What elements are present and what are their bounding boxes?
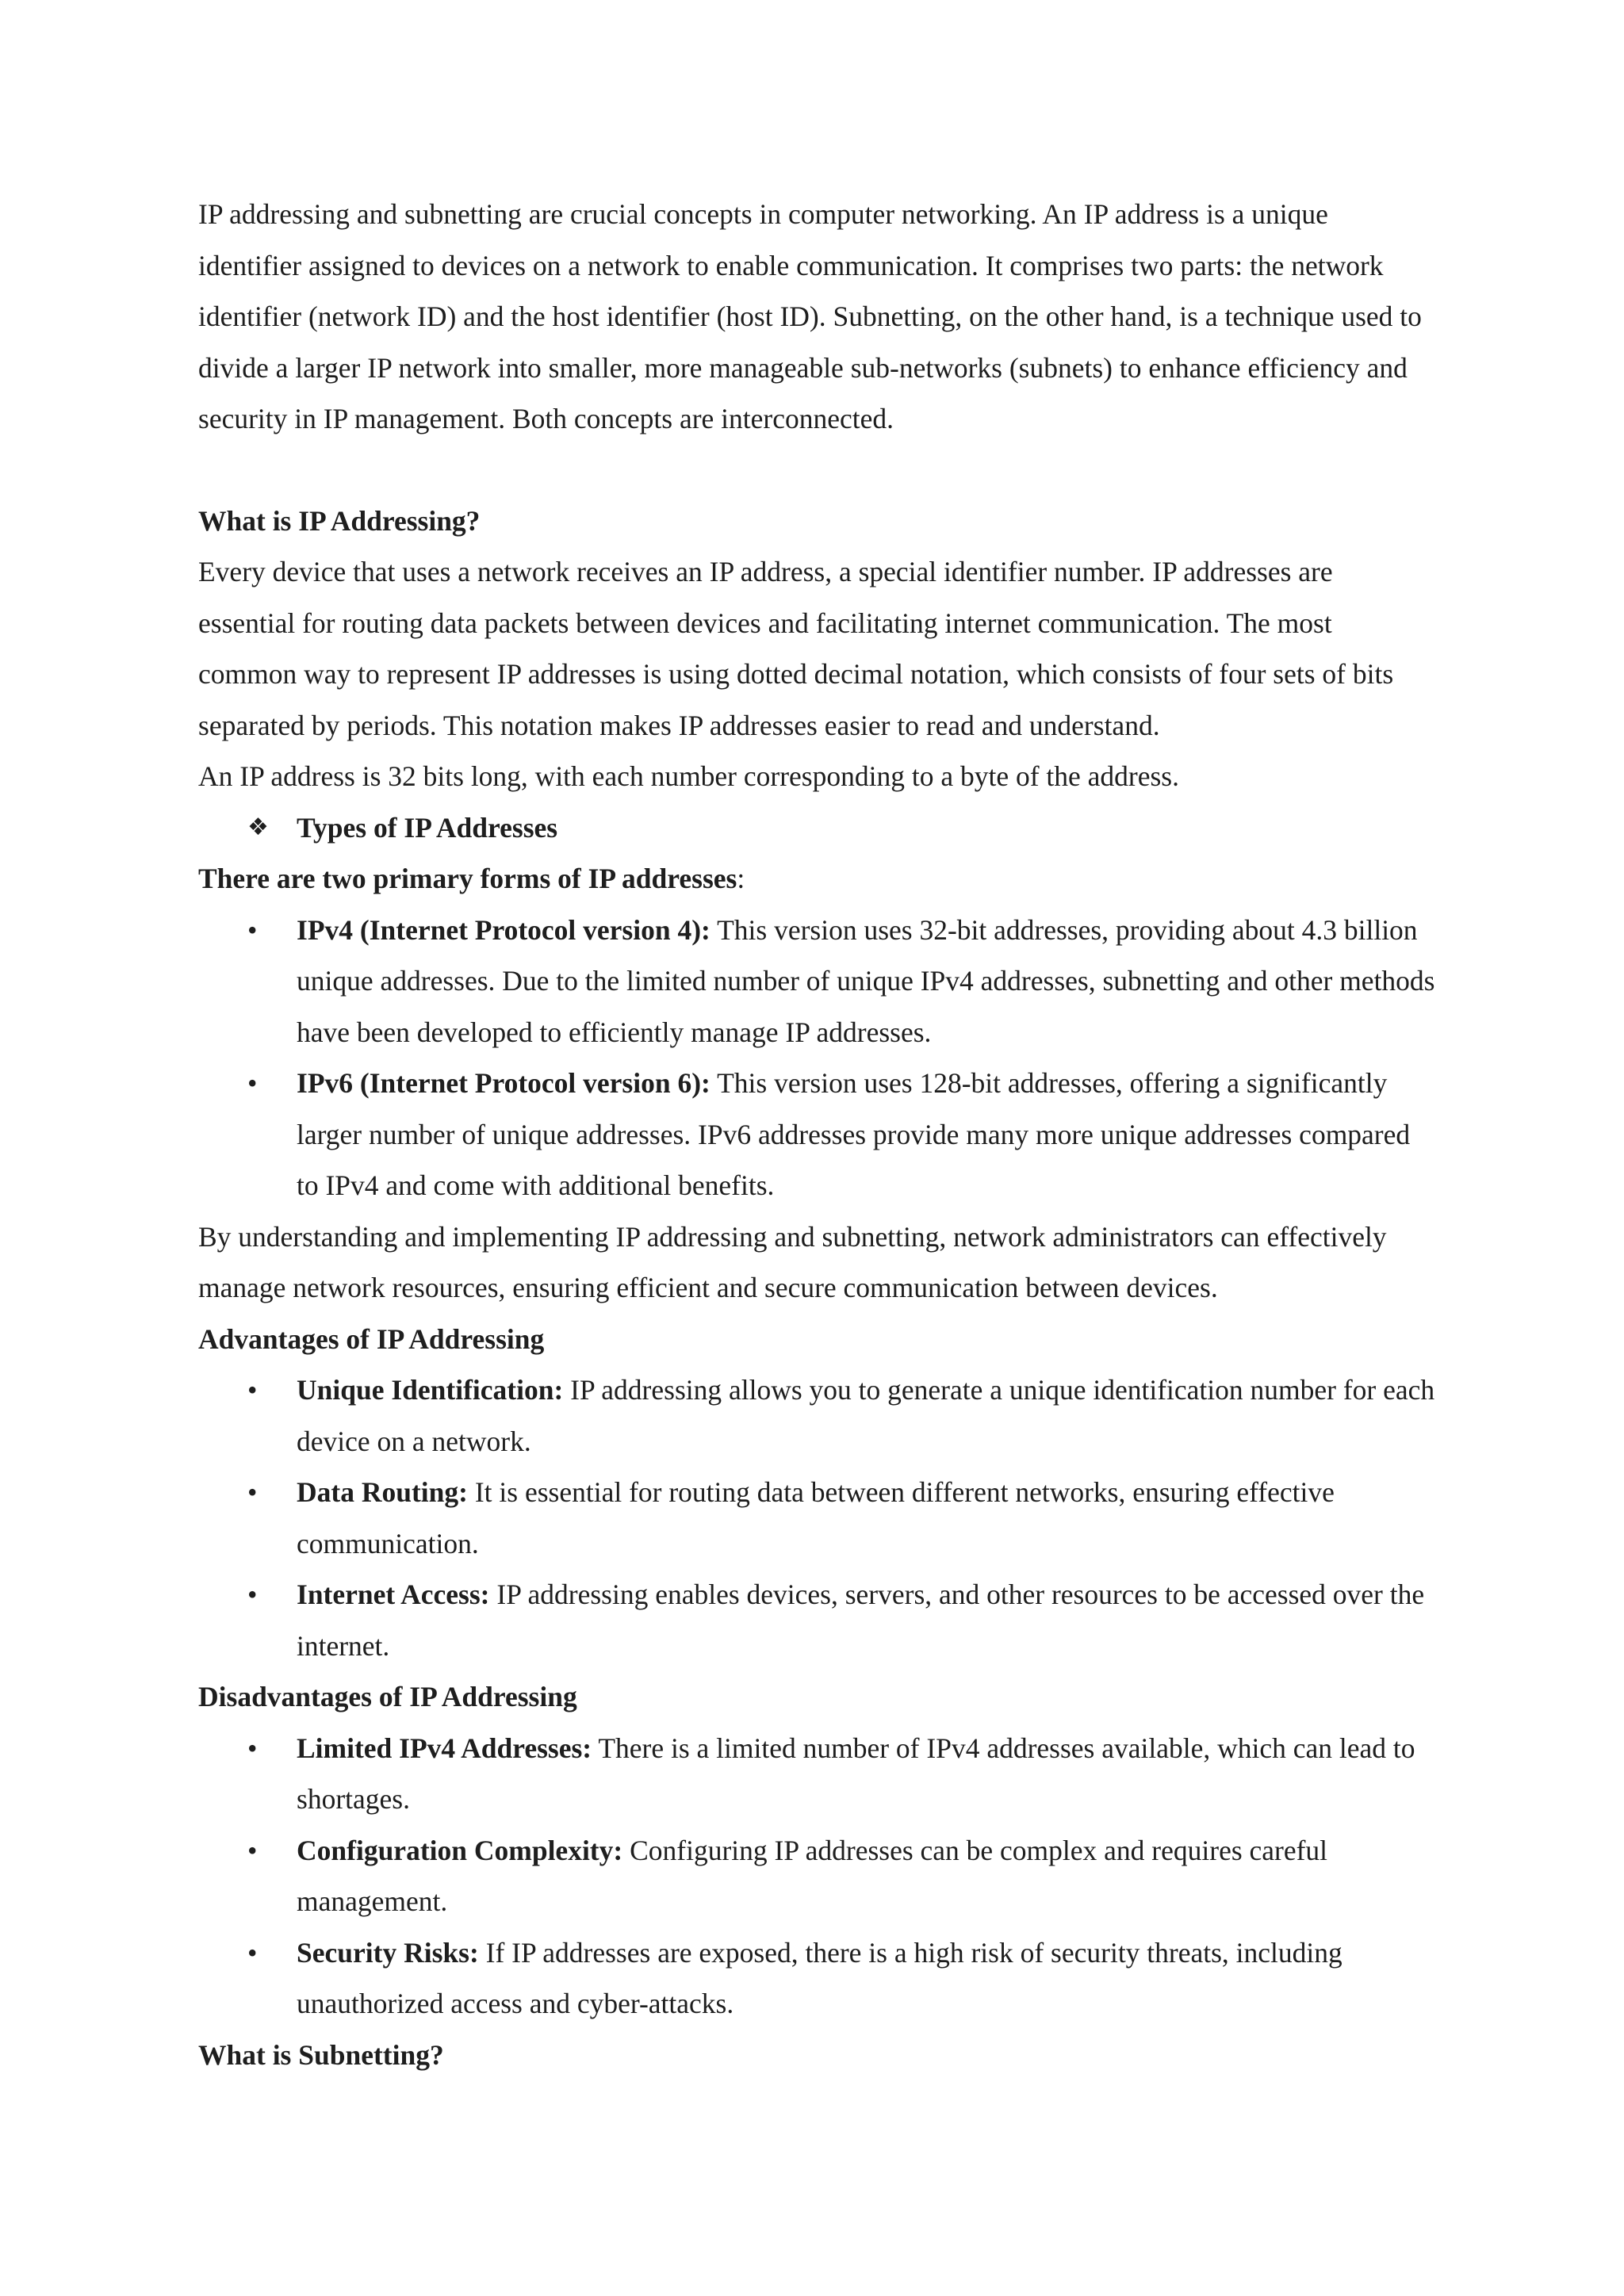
list-item — [198, 1467, 1435, 1569]
list-item-term: Unique Identification: — [297, 1374, 564, 1406]
document-page — [198, 189, 1435, 2080]
bullet-icon: • — [247, 1732, 258, 1764]
ip-address-length-paragraph: An IP address is 32 bits long, with each number corresponding to a byte of the address. — [198, 760, 1179, 792]
bullet-icon: • — [247, 913, 258, 946]
list-item-term: Limited IPv4 Addresses: — [297, 1732, 592, 1764]
list-item-text: IP addressing allows you to generate a unique identification number for each device on a network. — [297, 1374, 1435, 1457]
disadvantages-list — [198, 1723, 1435, 2030]
list-item-text: This version uses 128-bit addresses, offering a significantly larger number of unique addresses. IPv6 addresses provide many more unique addresses compared to IPv4 and come with additional benefits. — [297, 1067, 1411, 1201]
disadvantages-heading: Disadvantages of IP Addressing — [198, 1681, 577, 1712]
types-intro-bold: There are two primary forms of IP addresses — [198, 863, 737, 894]
bullet-icon: • — [247, 1374, 258, 1406]
intro-paragraph: IP addressing and subnetting are crucial concepts in computer networking. An IP address is a unique identifier assigned to devices on a network to enable communication. It comprises two parts: the network identifier (network ID) and the host identifier (host ID). Subnetting, on the other hand, is a technique used to divide a larger IP network into smaller, more manageable sub-networks (subnets) to enhance efficiency and security in IP management. Both concepts are interconnected. — [198, 198, 1422, 434]
list-item-term: Data Routing: — [297, 1476, 468, 1508]
list-item-term: Configuration Complexity: — [297, 1834, 623, 1866]
advantages-heading: Advantages of IP Addressing — [198, 1322, 545, 1355]
list-item-term: Security Risks: — [297, 1936, 479, 1969]
list-item — [198, 1058, 1435, 1211]
list-item-text: IP addressing enables devices, servers, and other resources to be accessed over the internet. — [297, 1578, 1425, 1662]
ip-addressing-heading: What is IP Addressing? — [198, 504, 481, 537]
advantages-list — [198, 1364, 1435, 1671]
bullet-icon: • — [247, 1067, 258, 1099]
bullet-icon: • — [247, 1476, 258, 1508]
list-item — [198, 1364, 1435, 1467]
list-item — [198, 905, 1435, 1058]
bullet-icon: • — [247, 1936, 258, 1969]
ip-addressing-paragraph: Every device that uses a network receives an IP address, a special identifier number. IP addresses are essential for routing data packets between devices and facilitating internet communication. The most common way to represent IP addresses is using dotted decimal notation, which consists of four sets of bits separated by periods. This notation makes IP addresses easier to read and understand. — [198, 556, 1394, 741]
list-item-text: Configuring IP addresses can be complex and requires careful management. — [297, 1834, 1328, 1917]
types-intro — [198, 853, 1435, 905]
list-item-text: There is a limited number of IPv4 addresses available, which can lead to shortages. — [297, 1732, 1415, 1815]
list-item-text: If IP addresses are exposed, there is a high risk of security threats, including unauthorized access and cyber-attacks. — [297, 1936, 1342, 2019]
list-item-text: This version uses 32-bit addresses, providing about 4.3 billion unique addresses. Due to the limited number of unique IPv4 addresses, subnetting and other methods have been developed to efficiently manage IP addresses. — [297, 913, 1435, 1048]
section-spacer — [198, 445, 1435, 496]
list-item-text: It is essential for routing data between different networks, ensuring effective communication. — [297, 1476, 1335, 1559]
list-item-term: Internet Access: — [297, 1578, 490, 1610]
list-item-term: IPv6 (Internet Protocol version 6): — [297, 1067, 710, 1099]
list-item — [198, 1927, 1435, 2030]
diamond-bullet-icon: ❖ — [247, 813, 269, 841]
bullet-icon: • — [247, 1834, 258, 1866]
types-closing-paragraph: By understanding and implementing IP addressing and subnetting, network administrators can effectively manage network resources, ensuring efficient and secure communication between devices. — [198, 1220, 1387, 1303]
subnetting-heading: What is Subnetting? — [198, 2038, 444, 2071]
list-item — [198, 1723, 1435, 1825]
types-heading-item — [198, 802, 1435, 854]
list-item — [198, 1569, 1435, 1671]
bullet-icon: • — [247, 1578, 258, 1610]
types-intro-colon: : — [737, 863, 745, 894]
types-heading: Types of IP Addresses — [297, 811, 558, 844]
ip-types-list — [198, 905, 1435, 1211]
list-item — [198, 1825, 1435, 1927]
list-item-term: IPv4 (Internet Protocol version 4): — [297, 913, 710, 946]
